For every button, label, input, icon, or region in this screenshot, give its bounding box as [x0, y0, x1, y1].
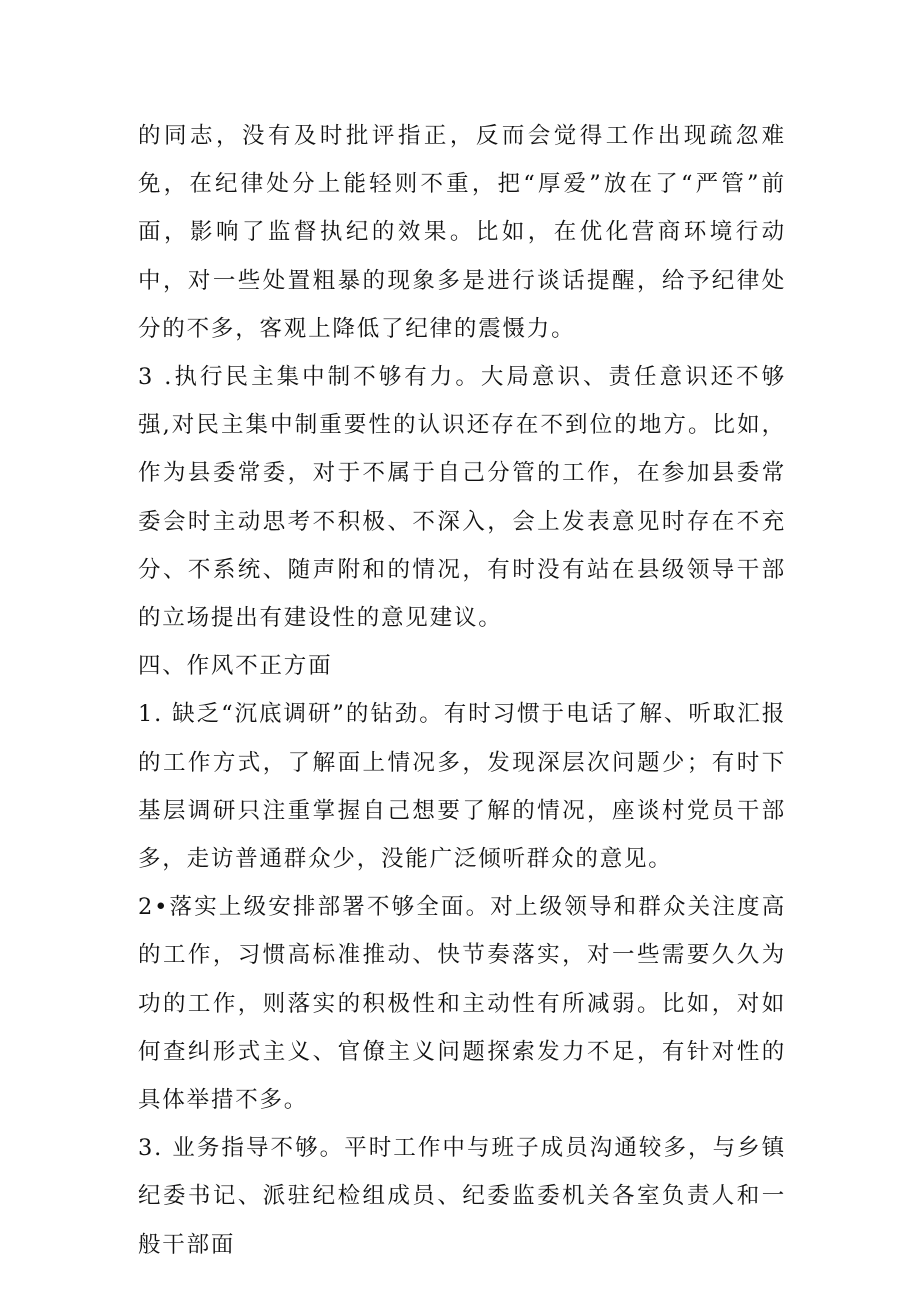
paragraph-business-guidance: 3. 业务指导不够。平时工作中与班子成员沟通较多，与乡镇纪委书记、派驻纪检组成员、纪委监委机关各室负责人和一般干部面: [138, 1135, 786, 1258]
paragraph-research-drive: 1. 缺乏“沉底调研”的钻劲。有时习惯于电话了解、听取汇报的工作方式，了解面上情况多，发现深层次问题少；有时下基层调研只注重掌握自己想要了解的情况，座谈村党员干部多，走访普通群众少，没能广泛倾听群众的意见。: [138, 701, 786, 873]
paragraph-democratic-centralism: 3 .执行民主集中制不够有力。大局意识、责任意识还不够强,对民主集中制重要性的认识还存在不到位的地方。比如，作为县委常委，对于不属于自己分管的工作，在参加县委常委会时主动思考不积极、不深入，会上发表意见时存在不充分、不系统、随声附和的情况，有时没有站在县级领导干部的立场提出有建设性的意见建议。: [138, 364, 786, 632]
paragraph-implementation: 2•落实上级安排部署不够全面。对上级领导和群众关注度高的工作，习惯高标准推动、快节奏落实，对一些需要久久为功的工作，则落实的积极性和主动性有所减弱。比如，对如何查纠形式主义、官僚主义问题探索发力不足，有针对性的具体举措不多。: [138, 894, 786, 1114]
section-heading-work-style: 四、作风不正方面: [138, 653, 333, 680]
document-body: [138, 112, 786, 1269]
paragraph-discipline-enforcement: 的同志，没有及时批评指正，反而会觉得工作出现疏忽难免，在纪律处分上能轻则不重，把“厚爱”放在了“严管”前面，影响了监督执纪的效果。比如，在优化营商环境行动中，对一些处置粗暴的现象多是进行谈话提醒，给予纪律处分的不多，客观上降低了纪律的震慑力。: [138, 123, 786, 342]
